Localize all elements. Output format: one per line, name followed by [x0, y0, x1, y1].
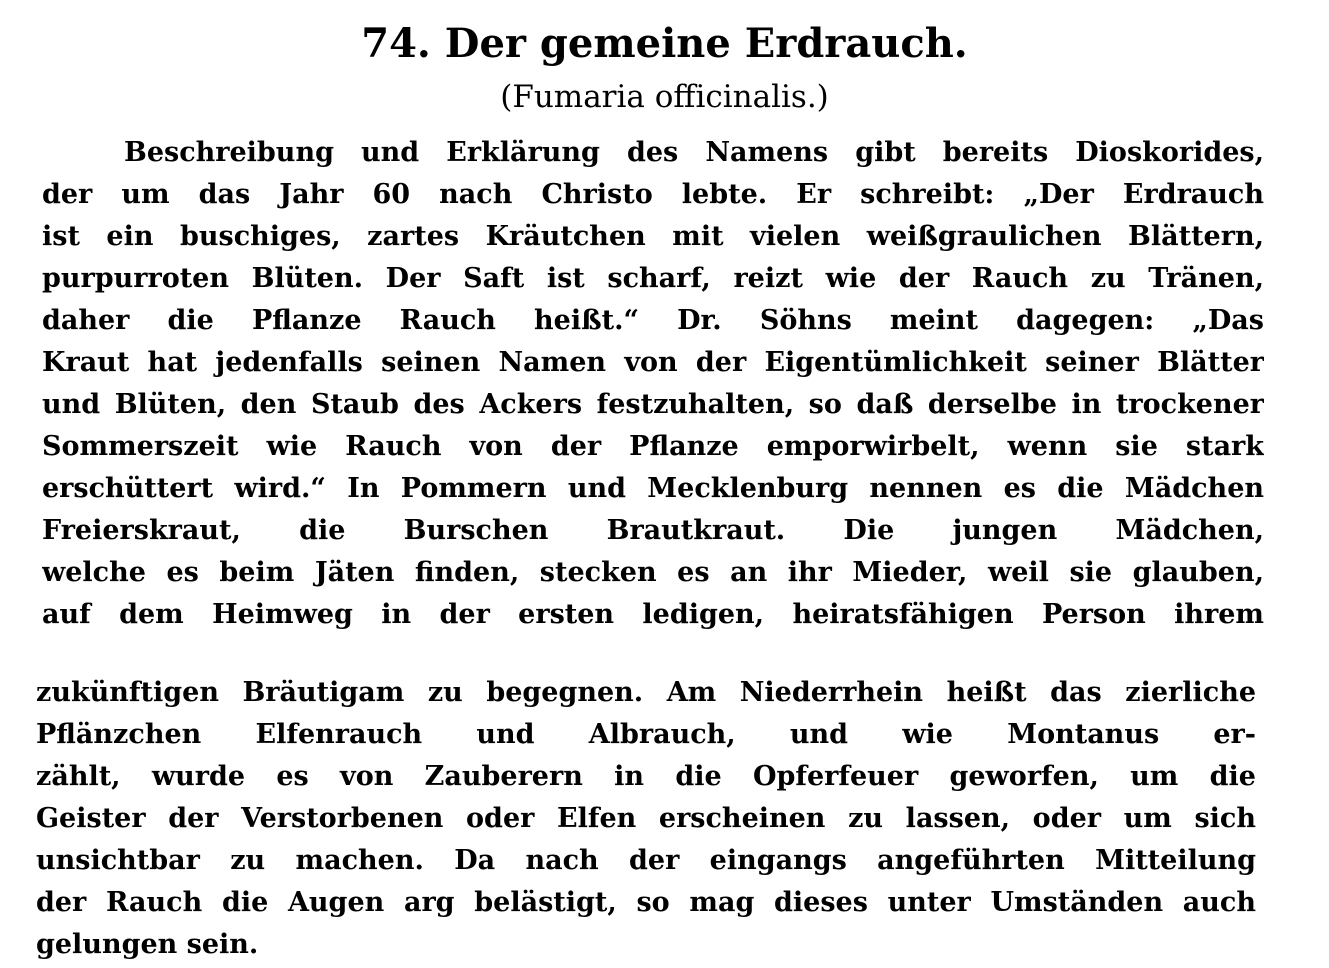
text-line: Sommerszeit wie Rauch von der Pflanze emporwirbelt, wenn sie stark	[42, 431, 1264, 462]
text-line: und Blüten, den Staub des Ackers festzuhalten, so daß derselbe in trockener	[42, 389, 1264, 420]
text-line: zählt, wurde es von Zauberern in die Opferfeuer geworfen, um die	[36, 761, 1256, 792]
paragraph-2	[36, 672, 1256, 966]
text-line: ist ein buschiges, zartes Kräutchen mit vielen weißgraulichen Blättern,	[42, 221, 1264, 252]
text-line: purpurroten Blüten. Der Saft ist scharf, reizt wie der Rauch zu Tränen,	[42, 263, 1264, 294]
text-line: welche es beim Jäten finden, stecken es an ihr Mieder, weil sie glauben,	[42, 557, 1264, 588]
text-line: gelungen sein.	[36, 929, 259, 960]
text-line: der Rauch die Augen arg belästigt, so mag dieses unter Umständen auch	[36, 887, 1256, 918]
text-line: Beschreibung und Erklärung des Namens gibt bereits Dioskorides,	[124, 137, 1264, 168]
text-line: der um das Jahr 60 nach Christo lebte. Er schreibt: „Der Erdrauch	[42, 179, 1264, 210]
text-line: erschüttert wird.“ In Pommern und Mecklenburg nennen es die Mädchen	[42, 473, 1264, 504]
text-line: Geister der Verstorbenen oder Elfen erscheinen zu lassen, oder um sich	[36, 803, 1256, 834]
latin-name: (Fumaria officinalis.)	[500, 79, 829, 115]
text-line: auf dem Heimweg in der ersten ledigen, heiratsfähigen Person ihrem	[42, 599, 1264, 630]
text-line: daher die Pflanze Rauch heißt.“ Dr. Söhns meint dagegen: „Das	[42, 305, 1264, 336]
text-line: Pflänzchen Elfenrauch und Albrauch, und wie Montanus er-	[36, 719, 1256, 750]
text-line: zukünftigen Bräutigam zu begegnen. Am Niederrhein heißt das zierliche	[36, 677, 1256, 708]
text-line: Kraut hat jedenfalls seinen Namen von der Eigentümlichkeit seiner Blätter	[42, 347, 1264, 378]
text-line: Freierskraut, die Burschen Brautkraut. Die jungen Mädchen,	[42, 515, 1264, 546]
text-line: unsichtbar zu machen. Da nach der eingangs angeführten Mitteilung	[36, 845, 1256, 876]
page-title: 74. Der gemeine Erdrauch.	[361, 20, 968, 67]
paragraph-1	[42, 132, 1264, 636]
